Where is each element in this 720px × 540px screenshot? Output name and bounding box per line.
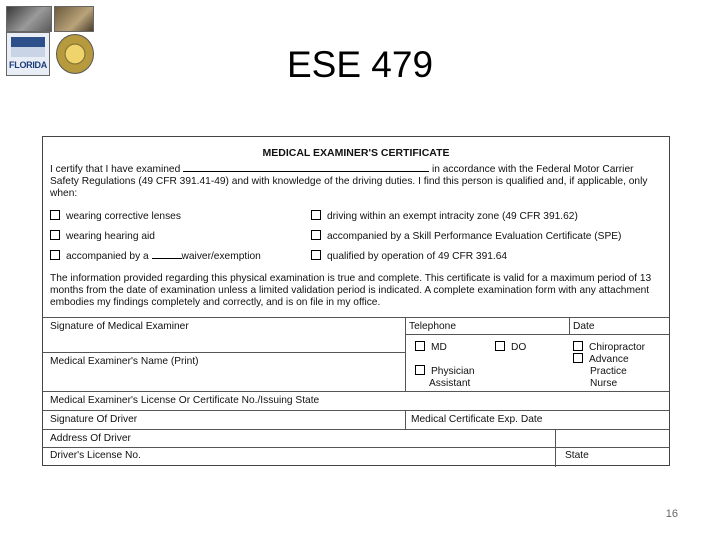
option-label: qualified by operation of 49 CFR 391.64 <box>327 251 508 262</box>
label-telephone: Telephone <box>409 321 457 332</box>
option-corrective-lenses <box>50 210 181 222</box>
option-label: accompanied by a <box>66 251 149 262</box>
medical-examiner-certificate <box>42 136 670 466</box>
label-signature-examiner: Signature of Medical Examiner <box>50 321 189 332</box>
checkbox-icon <box>573 353 583 363</box>
florida-logo-text: FLORIDA <box>9 60 47 70</box>
inspection-photo <box>54 6 94 32</box>
label-license-no: Medical Examiner's License Or Certificate No./Issuing State <box>50 395 320 406</box>
vehicle-photo <box>6 6 52 32</box>
checkbox-icon <box>495 341 505 351</box>
option-spe-certificate <box>311 230 621 242</box>
rule-examiner-name <box>43 352 405 353</box>
rule-telephone <box>405 334 669 335</box>
option-do: DO <box>495 341 526 353</box>
option-chiropractor: Chiropractor <box>573 341 645 353</box>
col-rule-date <box>569 317 570 334</box>
validity-paragraph: The information provided regarding this physical examination is true and complete. This certificate is valid for a maximum period of 13 months from the date of examination unless a limited validation period is indicated. A complete examination form with any attachment embodies my findings completely and correctly, and is on file in my office. <box>50 273 652 308</box>
checkbox-icon <box>50 230 60 240</box>
slide-title: ESE 479 <box>286 44 434 85</box>
page-number: 16 <box>665 508 678 520</box>
option-md: MD <box>415 341 447 353</box>
certificate-title: MEDICAL EXAMINER'S CERTIFICATE <box>262 147 450 159</box>
table-top-rule <box>43 317 669 318</box>
option-waiver-exemption <box>50 250 261 262</box>
checkbox-icon <box>50 210 60 220</box>
rule-license <box>43 391 669 392</box>
checkbox-icon <box>415 341 425 351</box>
option-hearing-aid <box>50 230 155 242</box>
waiver-blank <box>152 258 182 259</box>
rule-address <box>43 429 669 430</box>
checkbox-icon <box>311 210 321 220</box>
para1-end: in accordance with the Federal Motor Carrier Safety Regulations (49 CFR 391.41-49) and with knowledge of the driving duties. I find this person is qualified and, if applicable, only when: <box>50 164 648 199</box>
checkbox-icon <box>415 365 425 375</box>
certification-paragraph <box>50 164 662 200</box>
rule-signature-driver <box>43 410 669 411</box>
option-label-suffix: waiver/exemption <box>181 251 261 262</box>
label-date: Date <box>573 321 595 332</box>
col-rule-state <box>555 429 556 467</box>
option-label: wearing corrective lenses <box>66 211 181 222</box>
label-cert-exp-date: Medical Certificate Exp. Date <box>411 414 543 425</box>
label-address-driver: Address Of Driver <box>50 433 131 444</box>
label-signature-driver: Signature Of Driver <box>50 414 138 425</box>
checkbox-icon <box>311 230 321 240</box>
option-label: wearing hearing aid <box>66 231 155 242</box>
label-examiner-name: Medical Examiner's Name (Print) <box>50 356 199 367</box>
label-state: State <box>565 450 589 461</box>
driver-name-blank <box>183 171 429 172</box>
option-physician-assistant: Physician Assistant <box>415 365 475 390</box>
checkbox-icon <box>573 341 583 351</box>
option-label: driving within an exempt intracity zone (49 CFR 391.62) <box>327 211 578 222</box>
option-label: accompanied by a Skill Performance Evaluation Certificate (SPE) <box>327 231 622 242</box>
option-qualified-operation <box>311 250 507 262</box>
checkbox-icon <box>50 250 60 260</box>
para1-start: I certify that I have examined <box>50 164 181 175</box>
option-intracity-zone <box>311 210 578 222</box>
col-rule-exp-date <box>405 410 406 429</box>
option-advance-practice-nurse: Advance Practice Nurse <box>573 353 629 390</box>
col-rule-telephone <box>405 317 406 391</box>
label-driver-license: Driver's License No. <box>50 450 141 461</box>
checkbox-icon <box>311 250 321 260</box>
rule-license-no <box>43 447 669 448</box>
